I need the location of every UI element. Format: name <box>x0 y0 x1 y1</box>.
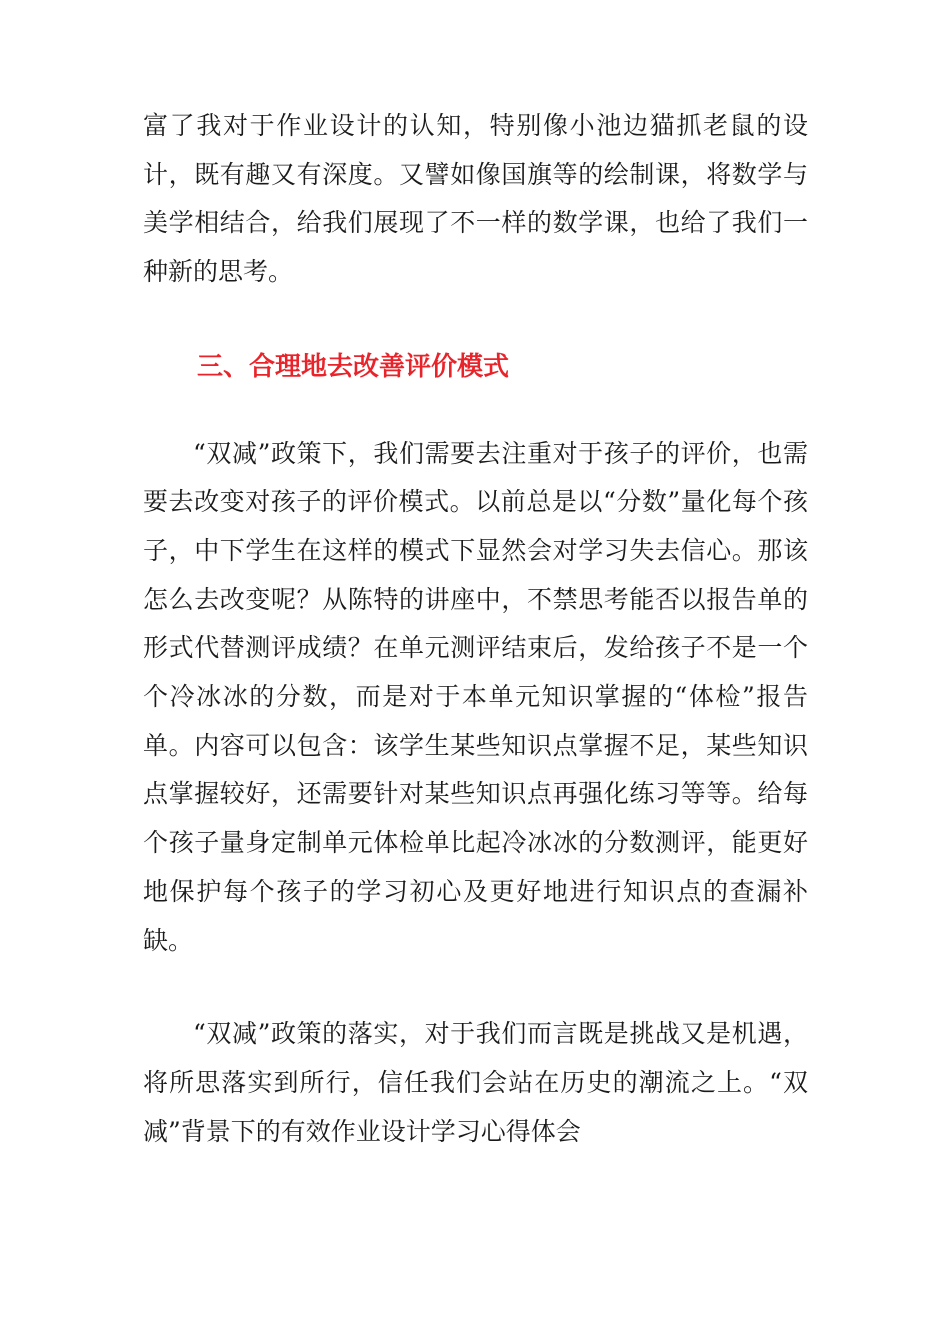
document-body <box>143 102 808 1156</box>
paragraph-conclusion: “双减”政策的落实，对于我们而言既是挑战又是机遇，将所思落实到所行，信任我们会站在历史的潮流之上。“双减”背景下的有效作业设计学习心得体会 <box>143 1019 808 1146</box>
paragraph-continuation: 富了我对于作业设计的认知，特别像小池边猫抓老鼠的设计，既有趣又有深度。又譬如像国旗等的绘制课，将数学与美学相结合，给我们展现了不一样的数学课，也给了我们一种新的思考。 <box>143 111 808 287</box>
section-heading: 三、合理地去改善评价模式 <box>197 351 510 382</box>
paragraph-evaluation: “双减”政策下，我们需要去注重对于孩子的评价，也需要去改变对孩子的评价模式。以前总是以“分数”量化每个孩子，中下学生在这样的模式下显然会对学习失去信心。那该怎么去改变呢？从陈特的讲座中，不禁思考能否以报告单的形式代替测评成绩？在单元测评结束后，发给孩子不是一个个冷冰冰的分数，而是对于本单元知识掌握的“体检”报告单。内容可以包含：该学生某些知识点掌握不足，某些知识点掌握较好，还需要针对某些知识点再强化练习等等。给每个孩子量身定制单元体检单比起冷冰冰的分数测评，能更好地保护每个孩子的学习初心及更好地进行知识点的查漏补缺。 <box>143 438 808 955</box>
